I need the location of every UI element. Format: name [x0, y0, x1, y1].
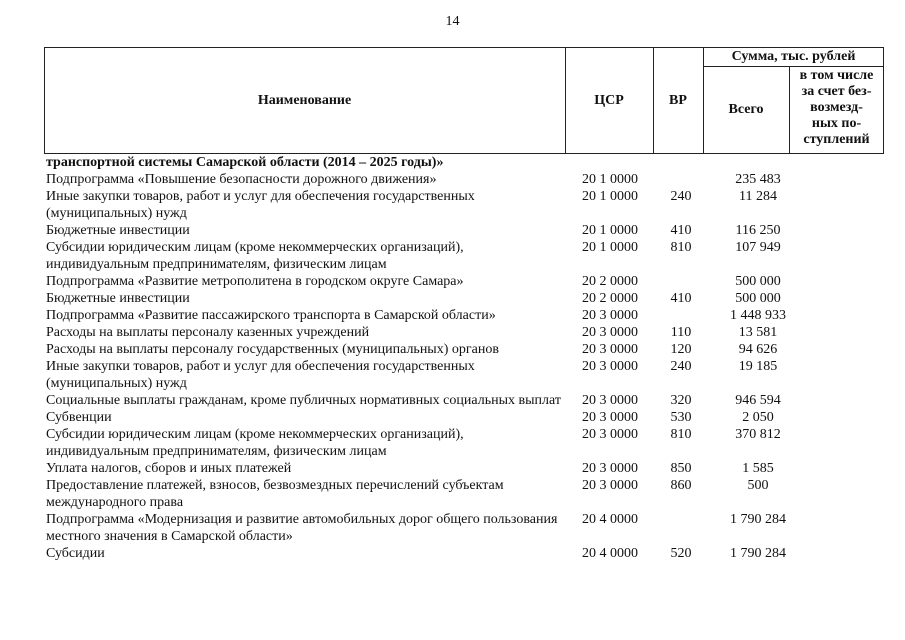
row-total: 500 000: [735, 274, 781, 289]
row-total: 235 483: [735, 172, 781, 187]
row-name: Субсидии: [46, 546, 105, 561]
table-row: [44, 171, 884, 188]
row-name: Предоставление платежей, взносов, безвозмездных перечислений субъектам международного права: [46, 478, 504, 510]
row-name: Уплата налогов, сборов и иных платежей: [46, 461, 292, 476]
table-row: [44, 324, 884, 341]
row-csr: 20 4 0000: [582, 512, 638, 527]
row-name: Подпрограмма «Развитие метрополитена в городском округе Самара»: [46, 274, 464, 289]
header-incl-line: ступлений: [803, 132, 870, 147]
header-incl-line: в том числе: [799, 68, 874, 83]
row-name: Иные закупки товаров, работ и услуг для обеспечения государственных (муниципальных) нужд: [46, 359, 475, 391]
header-csr: ЦСР: [594, 93, 624, 108]
row-name: Социальные выплаты гражданам, кроме публичных нормативных социальных выплат: [46, 393, 561, 408]
row-vr: 520: [670, 546, 692, 561]
row-csr: 20 3 0000: [582, 342, 638, 357]
table-body: [44, 154, 884, 562]
header-incl: [789, 68, 884, 148]
table-row: [44, 222, 884, 239]
row-csr: 20 1 0000: [582, 240, 638, 255]
page-number: 14: [445, 14, 460, 29]
header-sum: Сумма, тыс. рублей: [731, 49, 856, 64]
divider: [703, 66, 884, 67]
row-name: Бюджетные инвестиции: [46, 223, 190, 238]
row-csr: 20 3 0000: [582, 359, 638, 374]
row-csr: 20 2 0000: [582, 274, 638, 289]
row-vr: 240: [670, 359, 692, 374]
row-total: 1 790 284: [730, 546, 786, 561]
row-total: 500 000: [735, 291, 781, 306]
row-vr: 320: [670, 393, 692, 408]
row-name: Расходы на выплаты персоналу государственных (муниципальных) органов: [46, 342, 499, 357]
row-total: 107 949: [735, 240, 781, 255]
row-total: 370 812: [735, 427, 781, 442]
row-name: Субсидии юридическим лицам (кроме некоммерческих организаций), индивидуальным предпринимателям, физическим лицам: [46, 427, 464, 459]
row-csr: 20 2 0000: [582, 291, 638, 306]
row-name: Субсидии юридическим лицам (кроме некоммерческих организаций), индивидуальным предпринимателям, физическим лицам: [46, 240, 464, 272]
table-row: [44, 307, 884, 324]
row-csr: 20 1 0000: [582, 189, 638, 204]
row-csr: 20 3 0000: [582, 410, 638, 425]
row-vr: 410: [670, 291, 692, 306]
row-csr: 20 3 0000: [582, 308, 638, 323]
row-csr: 20 3 0000: [582, 427, 638, 442]
row-csr: 20 1 0000: [582, 223, 638, 238]
table-row: [44, 392, 884, 409]
row-vr: 810: [670, 427, 692, 442]
row-name: транспортной системы Самарской области (2014 – 2025 годы)»: [46, 155, 444, 170]
row-vr: 120: [670, 342, 692, 357]
row-vr: 860: [670, 478, 692, 493]
table-row: [44, 188, 884, 222]
header-incl-line: возмезд-: [810, 100, 863, 115]
row-name: Субвенции: [46, 410, 112, 425]
row-vr: 110: [670, 325, 692, 340]
row-vr: 810: [670, 240, 692, 255]
row-total: 11 284: [739, 189, 777, 204]
row-total: 19 185: [738, 359, 778, 374]
header-incl-line: за счет без-: [801, 84, 872, 99]
table-row: [44, 341, 884, 358]
row-total: 116 250: [735, 223, 781, 238]
header-incl-line: ных по-: [811, 116, 862, 131]
table-row: [44, 358, 884, 392]
header-total: Всего: [728, 102, 764, 117]
row-total: 94 626: [738, 342, 778, 357]
row-total: 1 585: [742, 461, 774, 476]
row-name: Расходы на выплаты персоналу казенных учреждений: [46, 325, 370, 340]
row-csr: 20 3 0000: [582, 393, 638, 408]
row-name: Бюджетные инвестиции: [46, 291, 190, 306]
table-row: [44, 477, 884, 511]
table-row: [44, 290, 884, 307]
row-name: Подпрограмма «Модернизация и развитие автомобильных дорог общего пользования местного значения в Самарской области»: [46, 512, 558, 544]
table-row: [44, 273, 884, 290]
row-total: 500: [747, 478, 769, 493]
row-total: 1 790 284: [730, 512, 786, 527]
table-row: [44, 460, 884, 477]
row-name: Подпрограмма «Развитие пассажирского транспорта в Самарской области»: [46, 308, 496, 323]
table-row: [44, 426, 884, 460]
row-csr: 20 3 0000: [582, 325, 638, 340]
row-csr: 20 4 0000: [582, 546, 638, 561]
row-csr: 20 3 0000: [582, 478, 638, 493]
table-row: [44, 511, 884, 545]
table-row: [44, 239, 884, 273]
table-row: [44, 409, 884, 426]
row-vr: 530: [670, 410, 692, 425]
row-name: Подпрограмма «Повышение безопасности дорожного движения»: [46, 172, 437, 187]
table-row: [44, 154, 884, 171]
row-total: 1 448 933: [730, 308, 786, 323]
row-csr: 20 3 0000: [582, 461, 638, 476]
row-vr: 410: [670, 223, 692, 238]
row-total: 2 050: [742, 410, 774, 425]
row-csr: 20 1 0000: [582, 172, 638, 187]
row-vr: 850: [670, 461, 692, 476]
header-vr: ВР: [669, 93, 687, 108]
header-name: Наименование: [257, 93, 352, 108]
row-vr: 240: [670, 189, 692, 204]
row-total: 946 594: [735, 393, 781, 408]
row-name: Иные закупки товаров, работ и услуг для обеспечения государственных (муниципальных) нужд: [46, 189, 475, 221]
row-total: 13 581: [738, 325, 778, 340]
table-row: [44, 545, 884, 562]
